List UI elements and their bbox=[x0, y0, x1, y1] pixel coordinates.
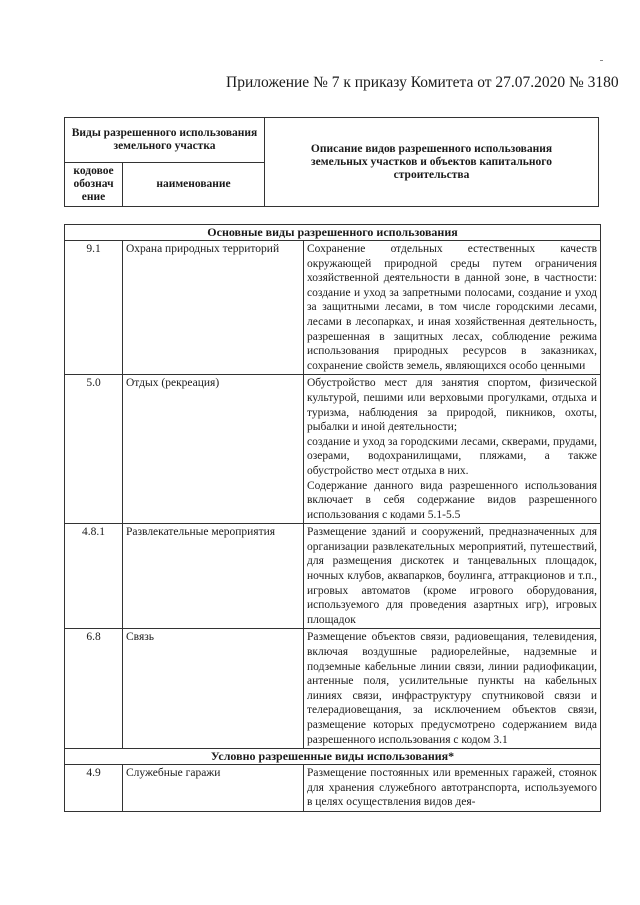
header-table bbox=[64, 117, 599, 207]
row-name: Охрана природных территорий bbox=[123, 241, 304, 375]
uses-table bbox=[64, 224, 601, 812]
row-description: Размещение постоянных или временных гаражей, стоянок для хранения служебного автотранспорта, используемого в целях осуществления видов дея- bbox=[304, 765, 601, 812]
header-name-label: наименование bbox=[123, 163, 265, 207]
table-row bbox=[65, 241, 601, 375]
row-description bbox=[304, 375, 601, 524]
row-name: Развлекательные мероприятия bbox=[123, 524, 304, 629]
appendix-title: Приложение № 7 к приказу Комитета от 27.07.2020 № 3180 bbox=[226, 74, 619, 91]
scan-mark bbox=[600, 60, 603, 61]
table-row bbox=[65, 375, 601, 524]
row-name: Отдых (рекреация) bbox=[123, 375, 304, 524]
row-name: Служебные гаражи bbox=[123, 765, 304, 812]
row-code: 5.0 bbox=[65, 375, 123, 524]
row-description: Размещение объектов связи, радиовещания, телевидения, включая воздушные радиорелейные, надземные и подземные кабельные линии связи, линии радиофикации, антенные поля, усилительные пункты на кабельных линиях связи, инфраструктуру спутниковой связи и телерадиовещания, за исключением объектов связи, размещение которых предусмотрено содержанием вида разрешенного использования с кодом 3.1 bbox=[304, 629, 601, 749]
header-code-label: кодовое обознач ение bbox=[65, 163, 123, 207]
row-description: Размещение зданий и сооружений, предназначенных для организации развлекательных мероприятий, путешествий, для размещения дискотек и танцевальных площадок, ночных клубов, аквапарков, боулинга, аттракционов и т.п., игровых автоматов (кроме игрового оборудования, используемого для проведения азартных игр), игровых площадок bbox=[304, 524, 601, 629]
header-description-label: Описание видов разрешенного использования земельных участков и объектов капитального строительства bbox=[265, 118, 599, 207]
row-code: 6.8 bbox=[65, 629, 123, 749]
row-code: 4.8.1 bbox=[65, 524, 123, 629]
row-name: Связь bbox=[123, 629, 304, 749]
header-group-title: Виды разрешенного использования земельного участка bbox=[65, 118, 265, 163]
table-row bbox=[65, 524, 601, 629]
table-row bbox=[65, 629, 601, 749]
row-description-part: создание и уход за городскими лесами, скверами, прудами, озерами, водохранилищами, пляжами, а также обустройство мест отдыха в них. bbox=[307, 435, 598, 477]
row-code: 4.9 bbox=[65, 765, 123, 812]
section-conditional-title: Условно разрешенные виды использования* bbox=[65, 749, 601, 765]
row-description-part: Обустройство мест для занятия спортом, физической культурой, пешими или верховыми прогулками, отдыха и туризма, наблюдения за природой, пикников, охоты, рыбалки и иной деятельности; bbox=[307, 377, 598, 434]
row-code: 9.1 bbox=[65, 241, 123, 375]
section-main-title: Основные виды разрешенного использования bbox=[65, 225, 601, 241]
row-description-part: Содержание данного вида разрешенного использования включает в себя содержание видов разрешенного использования с кодами 5.1-5.5 bbox=[307, 479, 598, 521]
table-row bbox=[65, 765, 601, 812]
row-description: Сохранение отдельных естественных качеств окружающей природной среды путем ограничения хозяйственной деятельности в данной зоне, в частности: создание и уход за запретными полосами, создание и уход за защитными лесами, в том числе городскими лесами, лесами в лесопарках, и иная хозяйственная деятельность, разрешенная в защитных лесах, соблюдение режима использования природных ресурсов в заказниках, сохранение свойств земель, являющихся особо ценными bbox=[304, 241, 601, 375]
